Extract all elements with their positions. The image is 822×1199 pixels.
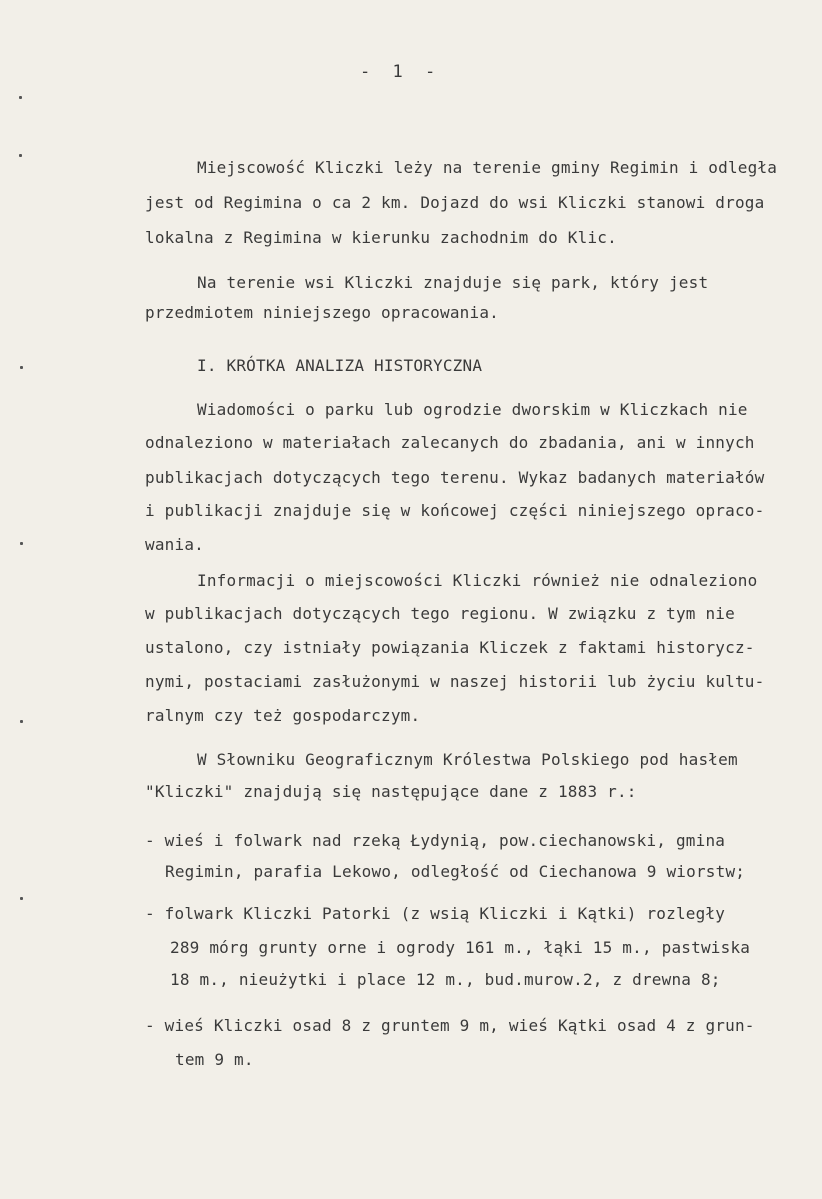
list-item: 18 m., nieużytki i place 12 m., bud.murow.2, z drewna 8; xyxy=(170,970,721,989)
paragraph-line: w publikacjach dotyczących tego regionu. W związku z tym nie xyxy=(145,604,735,623)
list-item: Regimin, parafia Lekowo, odległość od Ciechanowa 9 wiorstw; xyxy=(165,862,746,881)
section-heading: I. KRÓTKA ANALIZA HISTORYCZNA xyxy=(197,356,483,375)
paragraph-line: Informacji o miejscowości Kliczki również nie odnaleziono xyxy=(197,571,758,590)
list-item: - wieś Kliczki osad 8 z gruntem 9 m, wieś Kątki osad 4 z grun- xyxy=(145,1016,755,1035)
intro-line: Miejscowość Kliczki leży na terenie gminy Regimin i odległa xyxy=(197,158,778,177)
paragraph-line: W Słowniku Geograficznym Królestwa Polskiego pod hasłem xyxy=(197,750,738,769)
list-item: tem 9 m. xyxy=(175,1050,254,1069)
margin-mark xyxy=(20,366,23,369)
margin-mark xyxy=(20,720,23,723)
list-item: - folwark Kliczki Patorki (z wsią Kliczki i Kątki) rozległy xyxy=(145,904,726,923)
margin-mark xyxy=(19,96,22,99)
park-line: przedmiotem niniejszego opracowania. xyxy=(145,303,499,322)
paragraph-line: wania. xyxy=(145,535,204,554)
park-line: Na terenie wsi Kliczki znajduje się park, który jest xyxy=(197,273,709,292)
margin-mark xyxy=(19,154,22,157)
paragraph-line: publikacjach dotyczących tego terenu. Wykaz badanych materiałów xyxy=(145,468,765,487)
paragraph-line: Wiadomości o parku lub ogrodzie dworskim w Kliczkach nie xyxy=(197,400,748,419)
list-item: 289 mórg grunty orne i ogrody 161 m., łąki 15 m., pastwiska xyxy=(170,938,751,957)
paragraph-line: odnaleziono w materiałach zalecanych do zbadania, ani w innych xyxy=(145,433,755,452)
paragraph-line: ralnym czy też gospodarczym. xyxy=(145,706,421,725)
margin-mark xyxy=(20,542,23,545)
intro-line: jest od Regimina o ca 2 km. Dojazd do wsi Kliczki stanowi droga xyxy=(145,193,765,212)
paragraph-line: ustalono, czy istniały powiązania Kliczek z faktami historycz- xyxy=(145,638,755,657)
intro-line: lokalna z Regimina w kierunku zachodnim do Klic. xyxy=(145,228,617,247)
page-number: - 1 - xyxy=(360,62,442,82)
margin-mark xyxy=(20,897,23,900)
list-item: - wieś i folwark nad rzeką Łydynią, pow.ciechanowski, gmina xyxy=(145,831,726,850)
paragraph-line: nymi, postaciami zasłużonymi w naszej historii lub życiu kultu- xyxy=(145,672,765,691)
paragraph-line: "Kliczki" znajdują się następujące dane z 1883 r.: xyxy=(145,782,637,801)
paragraph-line: i publikacji znajduje się w końcowej części niniejszego opraco- xyxy=(145,501,765,520)
